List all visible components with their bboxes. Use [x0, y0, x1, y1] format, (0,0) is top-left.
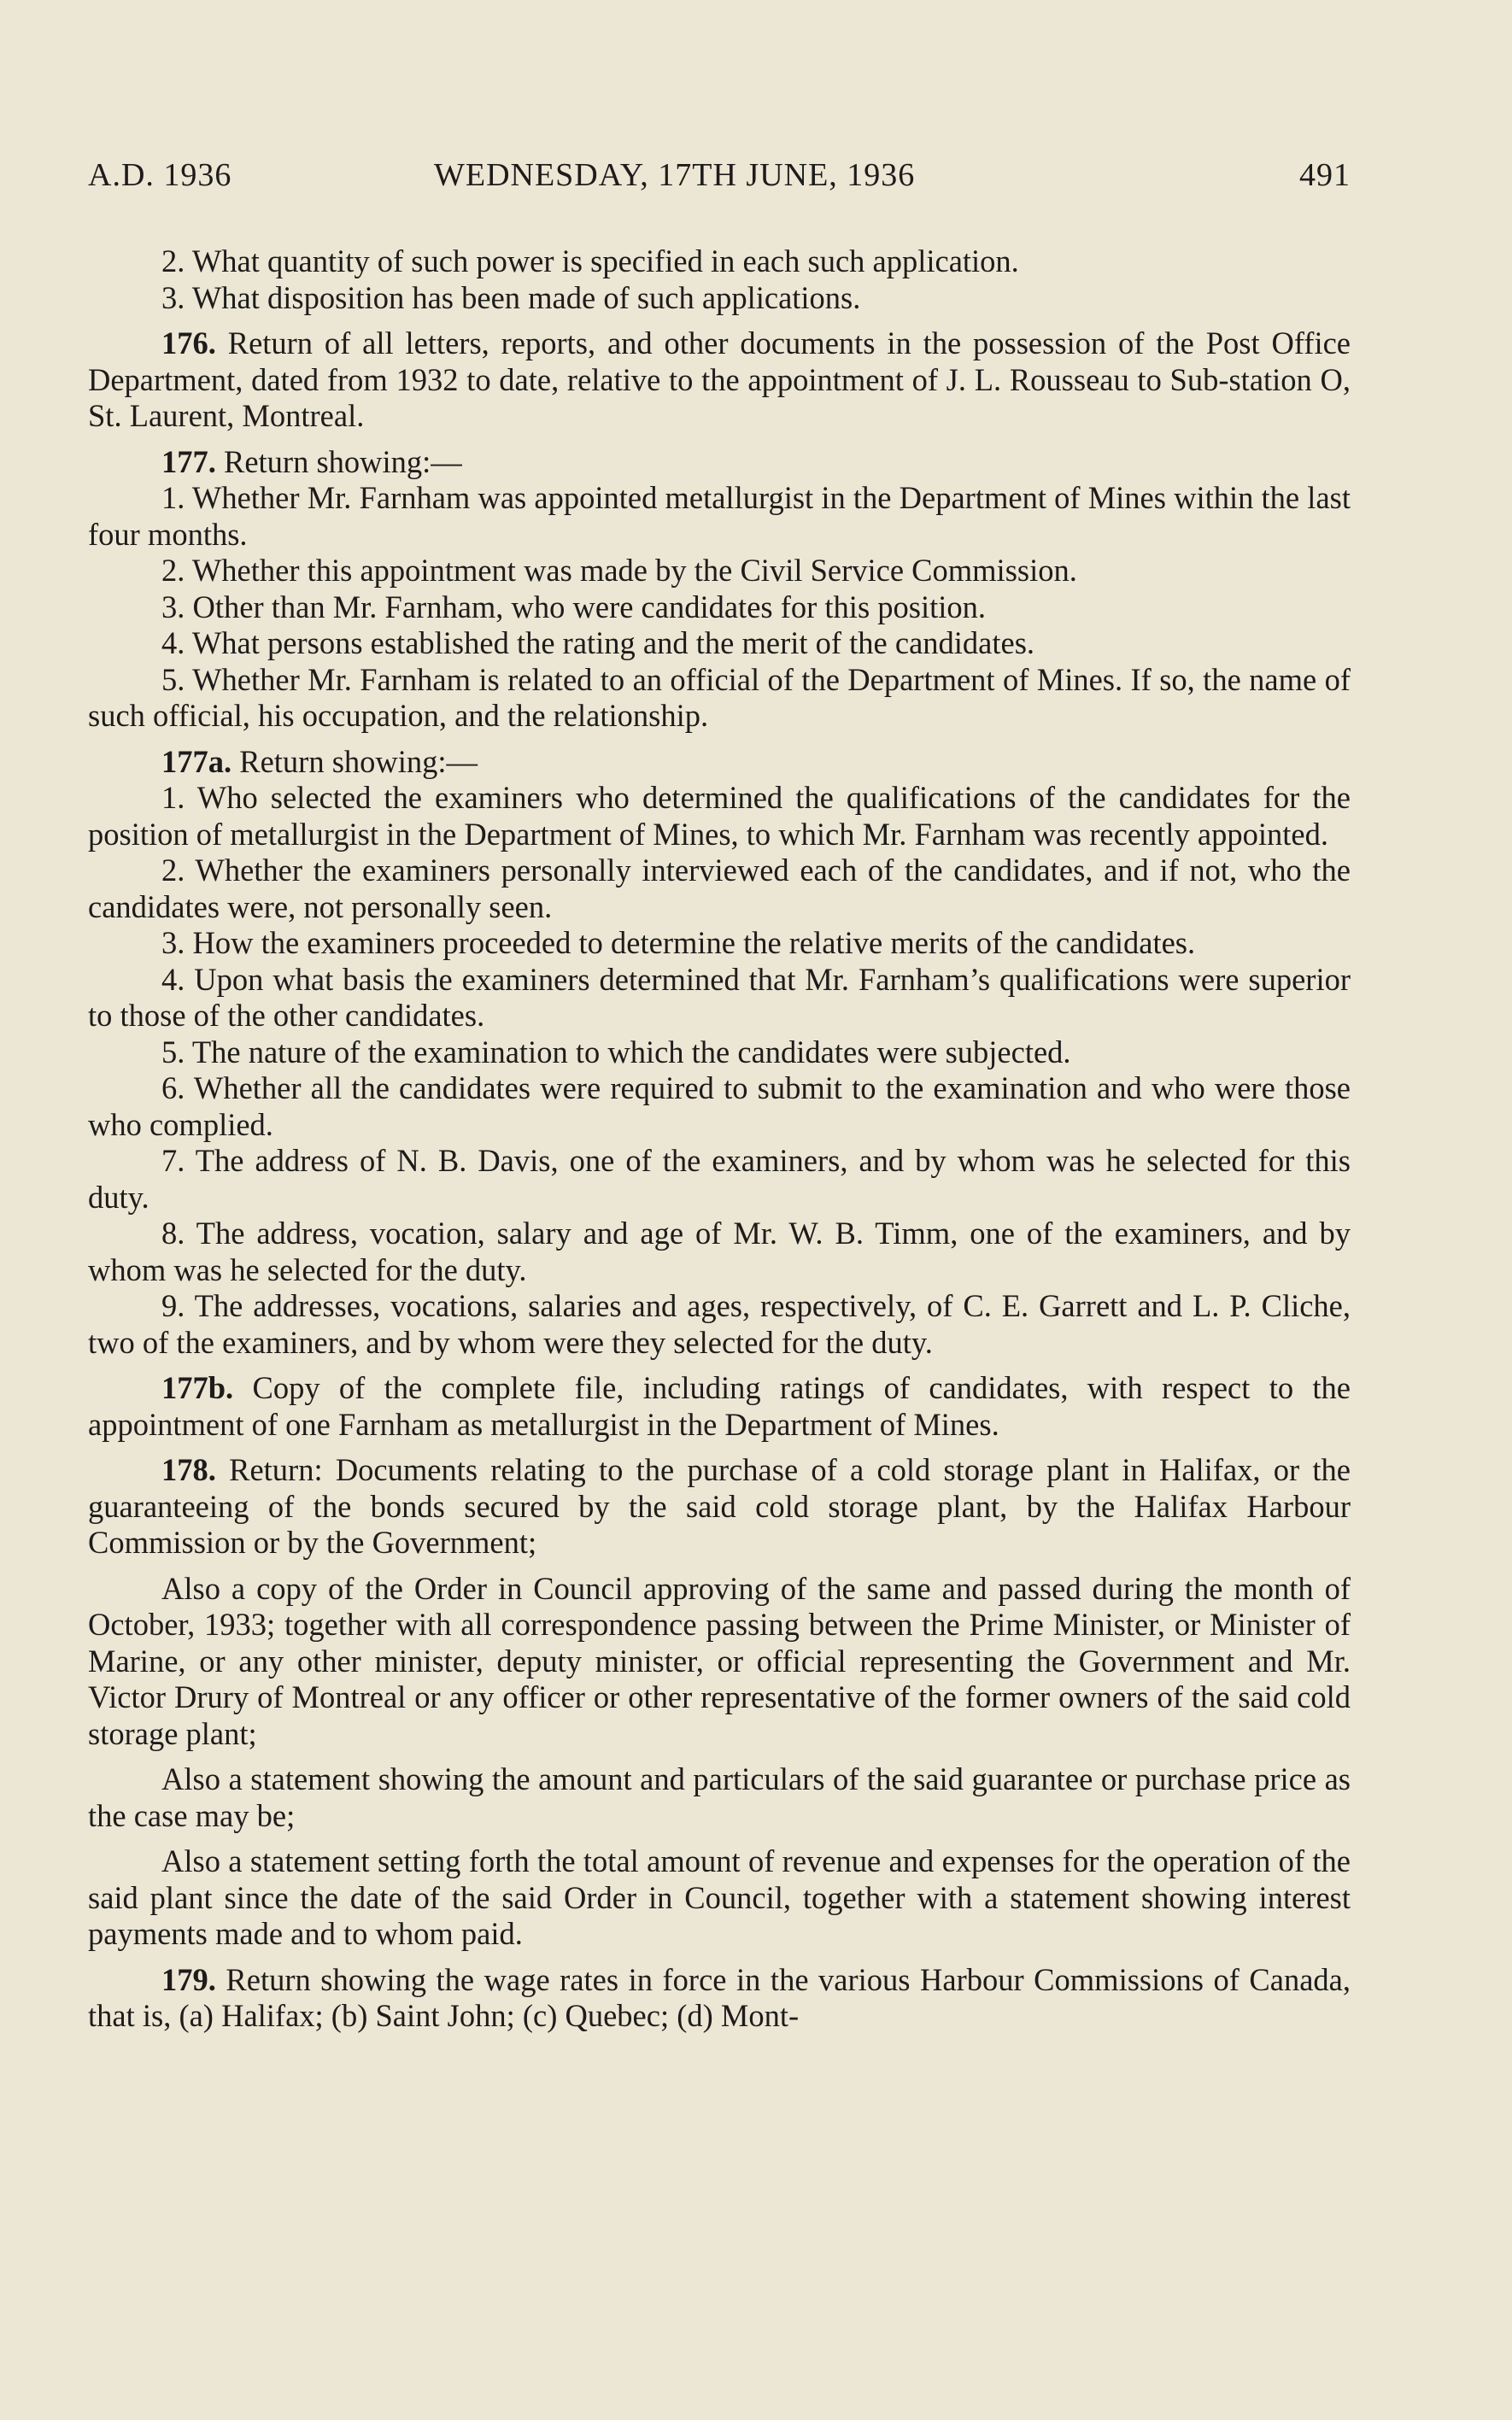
item-number: 177.	[161, 443, 216, 479]
paragraph: 3. How the examiners proceeded to determine the relative merits of the candidates.	[161, 925, 1196, 960]
paragraph: Also a statement showing the amount and particulars of the said guarantee or purchase price as the case may be;	[88, 1761, 1351, 1833]
document-body	[88, 243, 1351, 2035]
paragraph: 6. Whether all the candidates were required to submit to the examination and who were those who complied.	[88, 1070, 1351, 1142]
paragraph: 1. Who selected the examiners who determined the qualifications of the candidates for the position of metallurgist in the Department of Mines, to which Mr. Farnham was recently appointed.	[88, 780, 1351, 852]
paragraph: 9. The addresses, vocations, salaries and ages, respectively, of C. E. Garrett and L. P. Cliche, two of the examiners, and by whom were they selected for the duty.	[88, 1288, 1351, 1360]
paragraph: 3. Other than Mr. Farnham, who were candidates for this position.	[161, 589, 987, 624]
item-178: 178. Return: Documents relating to the purchase of a cold storage plant in Halifax, or the guaranteeing of the bonds secured by the said cold storage plant, by the Halifax Harbour Commission or by the Government;	[88, 1452, 1351, 1560]
paragraph: 4. What persons established the rating and the merit of the candidates.	[161, 625, 1035, 660]
paragraph: 1. Whether Mr. Farnham was appointed metallurgist in the Department of Mines within the last four months.	[88, 480, 1351, 552]
paragraph: Also a statement setting forth the total amount of revenue and expenses for the operation of the said plant since the date of the said Order in Council, together with a statement showing interest payments made and to whom paid.	[88, 1843, 1351, 1951]
item-176: 176. Return of all letters, reports, and other documents in the possession of the Post Office Department, dated from 1932 to date, relative to the appointment of J. L. Rousseau to Sub-station O, St. Laurent, Montreal.	[88, 325, 1351, 433]
item-177b: 177b. Copy of the complete file, including ratings of candidates, with respect to the appointment of one Farnham as metallurgist in the Department of Mines.	[88, 1370, 1351, 1442]
item-177: 177. Return showing:—	[161, 443, 462, 479]
item-number: 178.	[161, 1452, 216, 1487]
item-number: 177b.	[161, 1370, 234, 1405]
paragraph: 3. What disposition has been made of such applications.	[161, 279, 861, 315]
page-number: 491	[1299, 157, 1351, 193]
item-number: 177a.	[161, 743, 232, 779]
header-year: A.D. 1936	[88, 157, 232, 193]
item-177a: 177a. Return showing:—	[161, 743, 478, 779]
paragraph: 7. The address of N. B. Davis, one of the examiners, and by whom was he selected for this duty.	[88, 1143, 1351, 1215]
paragraph: 4. Upon what basis the examiners determined that Mr. Farnham’s qualifications were superior to those of the other candidates.	[88, 961, 1351, 1033]
paragraph: 5. The nature of the examination to which the candidates were subjected.	[161, 1034, 1071, 1069]
paragraph: 2. What quantity of such power is specified in each such application.	[161, 243, 1019, 278]
header-date: WEDNESDAY, 17TH JUNE, 1936	[434, 157, 916, 193]
item-number: 179.	[161, 1961, 216, 1997]
paragraph: Also a copy of the Order in Council approving of the same and passed during the month of October, 1933; together with all correspondence passing between the Prime Minister, or Minister of Marine, or any other minister, deputy minister, or official representing the Government and Mr. Victor Drury of Montreal or any officer or other representative of the former owners of the said cold storage plant;	[88, 1570, 1351, 1751]
paragraph: 5. Whether Mr. Farnham is related to an official of the Department of Mines. If so, the name of such official, his occupation, and the relationship.	[88, 661, 1351, 733]
paragraph: 8. The address, vocation, salary and age of Mr. W. B. Timm, one of the examiners, and by whom was he selected for the duty.	[88, 1216, 1351, 1287]
item-number: 176.	[161, 325, 216, 360]
paragraph: 2. Whether this appointment was made by the Civil Service Commission.	[161, 553, 1077, 588]
item-179: 179. Return showing the wage rates in force in the various Harbour Commissions of Canada, that is, (a) Halifax; (b) Saint John; (c) Quebec; (d) Mont-	[88, 1961, 1351, 2033]
page-header	[88, 156, 1351, 199]
paragraph: 2. Whether the examiners personally interviewed each of the candidates, and if not, who the candidates were, not personally seen.	[88, 853, 1351, 924]
